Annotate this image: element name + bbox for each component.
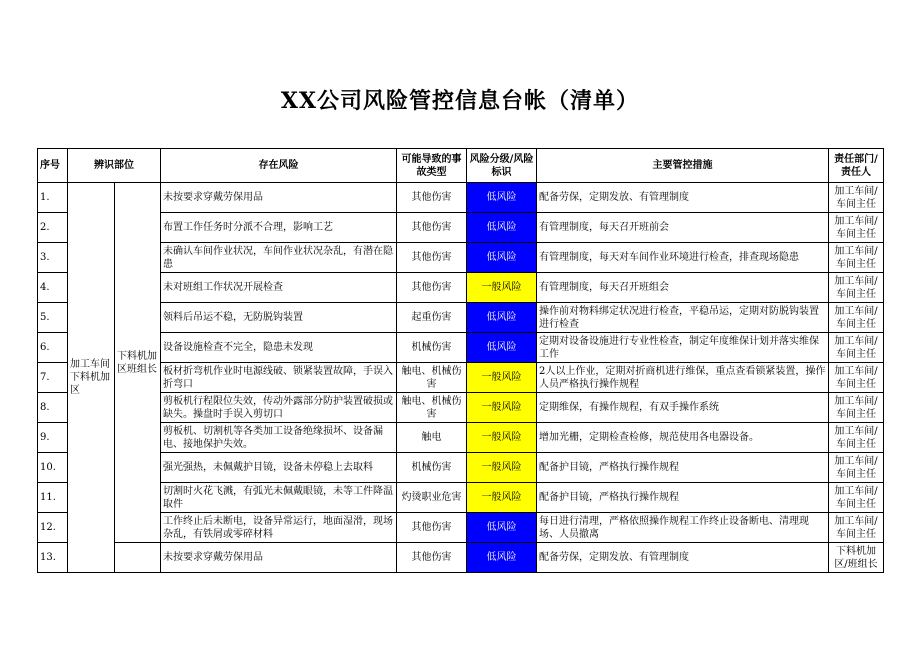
row-accident: 其他伤害 (397, 543, 467, 573)
row-control: 增加光栅，定期检查检修，规范使用各电器设备。 (537, 423, 829, 453)
row-owner: 加工车间/车间主任 (829, 333, 884, 363)
row-seq: 2. (38, 213, 68, 243)
row-accident: 其他伤害 (397, 513, 467, 543)
risk-level-medium-badge: 一般风险 (467, 393, 537, 423)
risk-level-low-badge: 低风险 (467, 213, 537, 243)
row-control: 定期维保，有操作规程，有双手操作系统 (537, 393, 829, 423)
table-row (38, 243, 884, 273)
table-row (38, 453, 884, 483)
row-control: 配备护目镜，严格执行操作规程 (537, 453, 829, 483)
row-seq: 7. (38, 363, 68, 393)
row-owner: 加工车间/车间主任 (829, 453, 884, 483)
risk-level-low-badge: 低风险 (467, 243, 537, 273)
row-risk: 板材折弯机作业时电源线破、锁紧装置故障，手误入折弯口 (161, 363, 397, 393)
ledger-body (38, 183, 884, 573)
row-seq: 10. (38, 453, 68, 483)
row-seq: 12. (38, 513, 68, 543)
risk-level-medium-badge: 一般风险 (467, 363, 537, 393)
row-seq: 9. (38, 423, 68, 453)
table-row (38, 363, 884, 393)
dept-sub-cell-blank (115, 543, 161, 573)
row-accident: 触电 (397, 423, 467, 453)
row-seq: 8. (38, 393, 68, 423)
table-row (38, 273, 884, 303)
row-control: 有管理制度，每天召开班前会 (537, 213, 829, 243)
row-risk: 未按要求穿戴劳保用品 (161, 183, 397, 213)
row-accident: 灼烫职业危害 (397, 483, 467, 513)
risk-level-low-badge: 低风险 (467, 543, 537, 573)
row-owner: 加工车间/车间主任 (829, 183, 884, 213)
row-risk: 未对班组工作状况开展检查 (161, 273, 397, 303)
risk-level-low-badge: 低风险 (467, 183, 537, 213)
row-control: 定期对设备设施进行专业性检查，制定年度维保计划并落实维保工作 (537, 333, 829, 363)
row-control: 配备劳保，定期发放、有管理制度 (537, 183, 829, 213)
row-risk: 领料后吊运不稳，无防脱钩装置 (161, 303, 397, 333)
row-risk: 设备设施检查不完全，隐患未发现 (161, 333, 397, 363)
row-accident: 其他伤害 (397, 213, 467, 243)
risk-level-low-badge: 低风险 (467, 513, 537, 543)
row-owner: 加工车间/车间主任 (829, 483, 884, 513)
table-row (38, 213, 884, 243)
row-owner: 加工车间/车间主任 (829, 423, 884, 453)
row-seq: 11. (38, 483, 68, 513)
row-control: 每日进行清理，严格依照操作规程工作终止设备断电、清理现场、人员撤离 (537, 513, 829, 543)
row-owner: 加工车间/车间主任 (829, 303, 884, 333)
row-control: 操作前对物料绑定状况进行检查，平稳吊运，定期对防脱钩装置进行检查 (537, 303, 829, 333)
row-accident: 机械伤害 (397, 333, 467, 363)
risk-level-low-badge: 低风险 (467, 333, 537, 363)
row-accident: 机械伤害 (397, 453, 467, 483)
table-row (38, 543, 884, 573)
dept-main-cell: 加工车间下料机加区 (68, 183, 115, 573)
row-risk: 剪板机、切割机等各类加工设备绝缘损坏、设备漏电、接地保护失效。 (161, 423, 397, 453)
row-owner: 加工车间/车间主任 (829, 393, 884, 423)
row-owner: 加工车间/车间主任 (829, 513, 884, 543)
row-accident: 其他伤害 (397, 273, 467, 303)
row-owner: 下料机加区/班组长 (829, 543, 884, 573)
table-row (38, 393, 884, 423)
row-control: 有管理制度，每天召开班组会 (537, 273, 829, 303)
table-row (38, 303, 884, 333)
row-risk: 未确认车间作业状况，车间作业状况杂乱，有潜在隐患 (161, 243, 397, 273)
row-risk: 切割时火花飞溅，有弧光未佩戴眼镜，未等工件降温取件 (161, 483, 397, 513)
row-risk: 剪板机行程限位失效，传动外露部分防护装置破损或缺失。操盘时手误入剪切口 (161, 393, 397, 423)
row-accident: 其他伤害 (397, 243, 467, 273)
row-owner: 加工车间/车间主任 (829, 273, 884, 303)
row-accident: 起重伤害 (397, 303, 467, 333)
table-row (38, 423, 884, 453)
header-accident: 可能导致的事故类型 (397, 149, 467, 183)
row-seq: 4. (38, 273, 68, 303)
row-accident: 其他伤害 (397, 183, 467, 213)
row-risk: 未按要求穿戴劳保用品 (161, 543, 397, 573)
row-owner: 加工车间/车间主任 (829, 363, 884, 393)
row-control: 2人以上作业，定期对折商机进行维保，重点查看锁紧装置，操作人员严格执行操作规程 (537, 363, 829, 393)
table-row (38, 333, 884, 363)
dept-sub-cell: 下料机加区班组长 (115, 183, 161, 543)
header-control: 主要管控措施 (537, 149, 829, 183)
row-seq: 6. (38, 333, 68, 363)
row-control: 有管理制度，每天对车间作业环境进行检查，排查现场隐患 (537, 243, 829, 273)
row-seq: 3. (38, 243, 68, 273)
row-owner: 加工车间/车间主任 (829, 213, 884, 243)
risk-level-medium-badge: 一般风险 (467, 273, 537, 303)
table-row (38, 183, 884, 213)
row-seq: 5. (38, 303, 68, 333)
header-risk: 存在风险 (161, 149, 397, 183)
header-level: 风险分级/风险标识 (467, 149, 537, 183)
header-seq: 序号 (38, 149, 68, 183)
risk-level-medium-badge: 一般风险 (467, 453, 537, 483)
row-risk: 布置工作任务时分派不合理，影响工艺 (161, 213, 397, 243)
row-accident: 触电、机械伤害 (397, 363, 467, 393)
table-row (38, 483, 884, 513)
page-title: XX公司风险管控信息台帐（清单） (280, 88, 640, 114)
row-owner: 加工车间/车间主任 (829, 243, 884, 273)
risk-level-low-badge: 低风险 (467, 303, 537, 333)
row-accident: 触电、机械伤害 (397, 393, 467, 423)
header-owner: 责任部门/责任人 (829, 149, 884, 183)
risk-level-medium-badge: 一般风险 (467, 483, 537, 513)
risk-ledger-table (37, 148, 884, 573)
row-risk: 强光强热，未佩戴护目镜，设备未停稳上去取料 (161, 453, 397, 483)
row-control: 配备劳保，定期发放、有管理制度 (537, 543, 829, 573)
risk-level-medium-badge: 一般风险 (467, 423, 537, 453)
row-risk: 工作终止后未断电，设备异常运行，地面湿滑，现场杂乱，有铁屑或零碎材料 (161, 513, 397, 543)
row-control: 配备护目镜，严格执行操作规程 (537, 483, 829, 513)
header-row (38, 149, 884, 183)
row-seq: 13. (38, 543, 68, 573)
row-seq: 1. (38, 183, 68, 213)
header-dept: 辨识部位 (68, 149, 161, 183)
table-row (38, 513, 884, 543)
